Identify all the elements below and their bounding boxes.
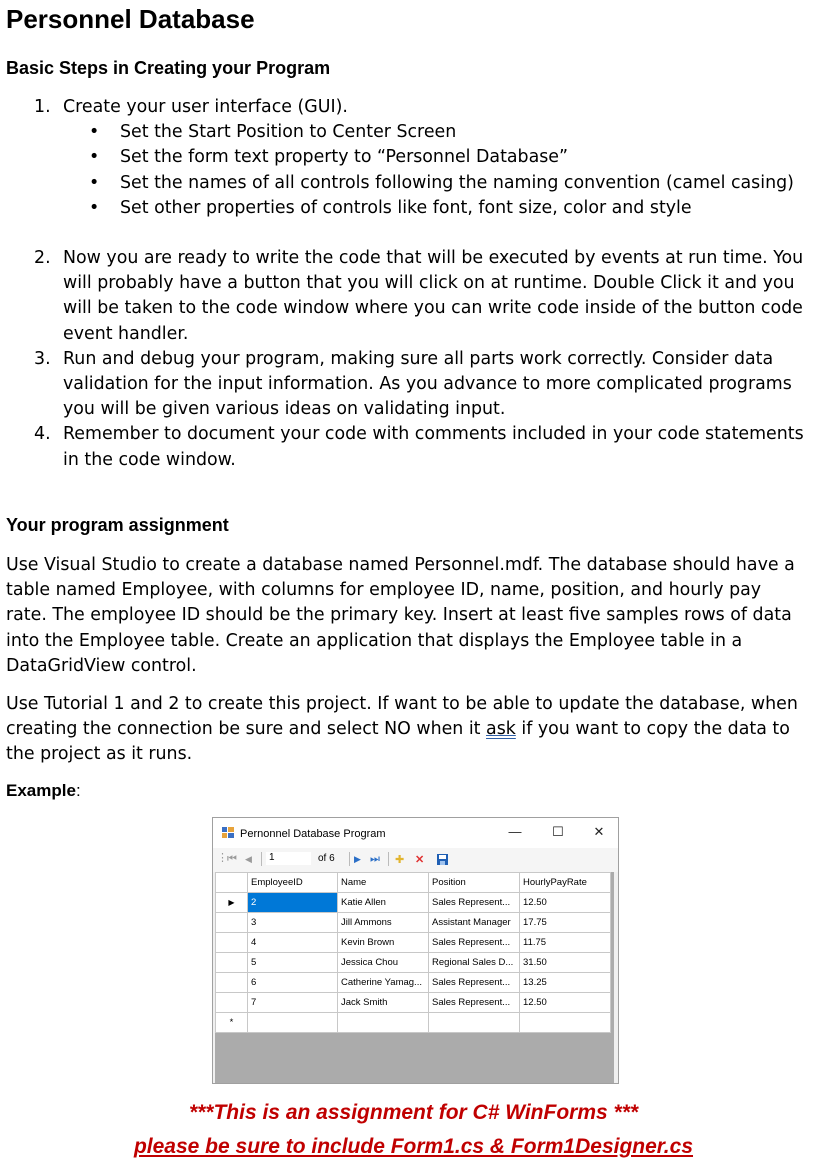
grid-cell[interactable]: 4 bbox=[248, 933, 338, 953]
table-row[interactable] bbox=[216, 913, 611, 933]
column-header[interactable]: HourlyPayRate bbox=[520, 873, 611, 893]
grid-cell[interactable]: Jill Ammons bbox=[338, 913, 429, 933]
window-title: Pernonnel Database Program bbox=[240, 828, 386, 840]
grid-cell[interactable]: Sales Represent... bbox=[429, 993, 520, 1013]
footer-requirement: please be sure to include Form1.cs & Form1Designer.cs bbox=[133, 1135, 694, 1158]
toolbar-separator bbox=[261, 852, 262, 866]
grid-cell[interactable] bbox=[429, 1013, 520, 1033]
grid-cell[interactable]: 6 bbox=[248, 973, 338, 993]
new-row-marker: * bbox=[229, 1017, 234, 1028]
bullet-text: Set the names of all controls following the naming convention (camel casing) bbox=[120, 172, 794, 193]
table-row[interactable] bbox=[216, 973, 611, 993]
new-row[interactable] bbox=[216, 1013, 611, 1033]
grid-cell[interactable]: Katie Allen bbox=[338, 893, 429, 913]
window-titlebar[interactable] bbox=[213, 818, 618, 848]
column-header[interactable]: EmployeeID bbox=[248, 873, 338, 893]
grid-cell[interactable]: 13.25 bbox=[520, 973, 611, 993]
employee-grid[interactable] bbox=[215, 872, 611, 1033]
move-last-icon[interactable]: ⏭ bbox=[370, 853, 380, 865]
app-window bbox=[212, 817, 619, 1084]
grid-cell[interactable]: 2 bbox=[248, 893, 338, 913]
grid-header-row bbox=[216, 873, 611, 893]
table-row[interactable] bbox=[216, 953, 611, 973]
bullet-text: Set the form text property to “Personnel Database” bbox=[120, 147, 569, 168]
footer-note: ***This is an assignment for C# WinForms *** bbox=[188, 1101, 639, 1124]
row-header[interactable] bbox=[216, 993, 248, 1013]
grid-cell[interactable]: Kevin Brown bbox=[338, 933, 429, 953]
step-number: 1. bbox=[34, 97, 51, 117]
bullet-text: Set the Start Position to Center Screen bbox=[120, 122, 457, 143]
bullet-icon: • bbox=[89, 197, 100, 218]
delete-icon[interactable]: ✕ bbox=[415, 854, 425, 866]
step-item bbox=[6, 246, 806, 347]
step-item bbox=[6, 347, 806, 423]
table-row[interactable] bbox=[216, 893, 611, 913]
grid-cell[interactable]: 3 bbox=[248, 913, 338, 933]
bullet-item bbox=[63, 196, 806, 221]
steps-section bbox=[6, 95, 806, 473]
grid-cell[interactable]: Jessica Chou bbox=[338, 953, 429, 973]
save-icon[interactable] bbox=[437, 854, 448, 865]
grid-cell[interactable]: Regional Sales D... bbox=[429, 953, 520, 973]
toolbar-separator bbox=[349, 852, 350, 866]
ask-word: ask bbox=[486, 719, 516, 740]
instructions-text-end: if you want to copy the data to the project as it runs. bbox=[6, 719, 790, 765]
basic-steps-heading: Basic Steps in Creating your Program bbox=[6, 58, 331, 78]
bullet-item bbox=[63, 145, 806, 170]
instructions-text: Use Tutorial 1 and 2 to create this project. If want to be able to update the database, when creating the connection be sure and select NO when it bbox=[6, 694, 798, 740]
bullet-icon: • bbox=[89, 172, 100, 193]
count-label: of 6 bbox=[318, 853, 335, 864]
grid-cell[interactable]: Jack Smith bbox=[338, 993, 429, 1013]
step-text: Remember to document your code with comments included in your code statements in the code window. bbox=[63, 424, 804, 470]
grid-cell[interactable]: 31.50 bbox=[520, 953, 611, 973]
close-button[interactable]: ✕ bbox=[593, 824, 605, 839]
move-previous-icon[interactable]: ◀ bbox=[245, 854, 252, 864]
step-text: Create your user interface (GUI). bbox=[63, 97, 348, 117]
step-text: Run and debug your program, making sure all parts work correctly. Consider data validation for the input information. As you advance to more complicated programs you will be given various ideas on validating input. bbox=[63, 348, 792, 420]
assignment-paragraph: Use Visual Studio to create a database named Personnel.mdf. The database should have a table named Employee, with columns for employee ID, name, position, and hourly pay rate. The employee ID should be the primary key. Insert at least five samples rows of data into the Employee table. Create an application that displays the Employee table in a DataGridView control. bbox=[6, 555, 795, 676]
row-header-corner[interactable] bbox=[216, 873, 248, 893]
minimize-button[interactable]: — bbox=[508, 824, 522, 839]
step-item bbox=[6, 422, 806, 472]
row-header[interactable] bbox=[216, 893, 248, 913]
grid-cell[interactable]: Catherine Yamag... bbox=[338, 973, 429, 993]
move-next-icon[interactable]: ▶ bbox=[354, 854, 361, 864]
step-number: 2. bbox=[34, 248, 51, 269]
table-row[interactable] bbox=[216, 933, 611, 953]
grid-cell[interactable] bbox=[520, 1013, 611, 1033]
page-title: Personnel Database bbox=[6, 4, 255, 34]
grid-cell[interactable]: Sales Represent... bbox=[429, 933, 520, 953]
step-number: 4. bbox=[34, 424, 51, 445]
grid-cell[interactable]: 11.75 bbox=[520, 933, 611, 953]
step-number: 3. bbox=[34, 348, 51, 369]
data-grid-view[interactable] bbox=[215, 872, 614, 1083]
grip-icon: ⋮ bbox=[217, 852, 227, 864]
instructions-paragraph bbox=[6, 692, 806, 768]
row-header[interactable] bbox=[216, 1013, 248, 1033]
steps-list bbox=[6, 95, 806, 473]
bullet-item bbox=[63, 171, 806, 196]
grid-cell[interactable]: Sales Represent... bbox=[429, 893, 520, 913]
grid-cell[interactable]: 12.50 bbox=[520, 893, 611, 913]
table-row[interactable] bbox=[216, 993, 611, 1013]
toolbar-separator bbox=[388, 852, 389, 866]
grid-cell[interactable] bbox=[248, 1013, 338, 1033]
move-first-icon[interactable]: ⏮ bbox=[227, 853, 237, 865]
add-new-icon[interactable]: ✚ bbox=[395, 854, 405, 866]
grid-cell[interactable]: 5 bbox=[248, 953, 338, 973]
bullet-list bbox=[63, 120, 806, 221]
row-pointer-icon: ▶ bbox=[228, 898, 235, 907]
row-header[interactable] bbox=[216, 913, 248, 933]
bullet-text: Set other properties of controls like font, font size, color and style bbox=[120, 197, 692, 218]
position-input[interactable]: 1 bbox=[266, 852, 311, 865]
grid-cell[interactable]: 17.75 bbox=[520, 913, 611, 933]
bullet-icon: • bbox=[89, 147, 100, 168]
step-text: Now you are ready to write the code that will be executed by events at run time. You will probably have a button that you will click on at runtime. Double Click it and you will be taken to the code window where you can write code inside of the button code event handler. bbox=[63, 248, 804, 344]
maximize-button[interactable]: ☐ bbox=[552, 824, 564, 839]
grid-cell[interactable]: 7 bbox=[248, 993, 338, 1013]
bullet-icon: • bbox=[89, 122, 100, 143]
step-item bbox=[6, 95, 806, 246]
row-header[interactable] bbox=[216, 973, 248, 993]
bullet-item bbox=[63, 120, 806, 145]
grid-cell[interactable]: Sales Represent... bbox=[429, 973, 520, 993]
app-icon bbox=[222, 827, 234, 838]
column-header[interactable]: Name bbox=[338, 873, 429, 893]
grid-cell[interactable] bbox=[338, 1013, 429, 1033]
example-label: Example: bbox=[6, 781, 81, 800]
grid-cell[interactable]: 12.50 bbox=[520, 993, 611, 1013]
row-header[interactable] bbox=[216, 933, 248, 953]
row-header[interactable] bbox=[216, 953, 248, 973]
binding-navigator bbox=[213, 848, 618, 872]
grid-cell[interactable]: Assistant Manager bbox=[429, 913, 520, 933]
assignment-heading: Your program assignment bbox=[6, 515, 229, 535]
column-header[interactable]: Position bbox=[429, 873, 520, 893]
